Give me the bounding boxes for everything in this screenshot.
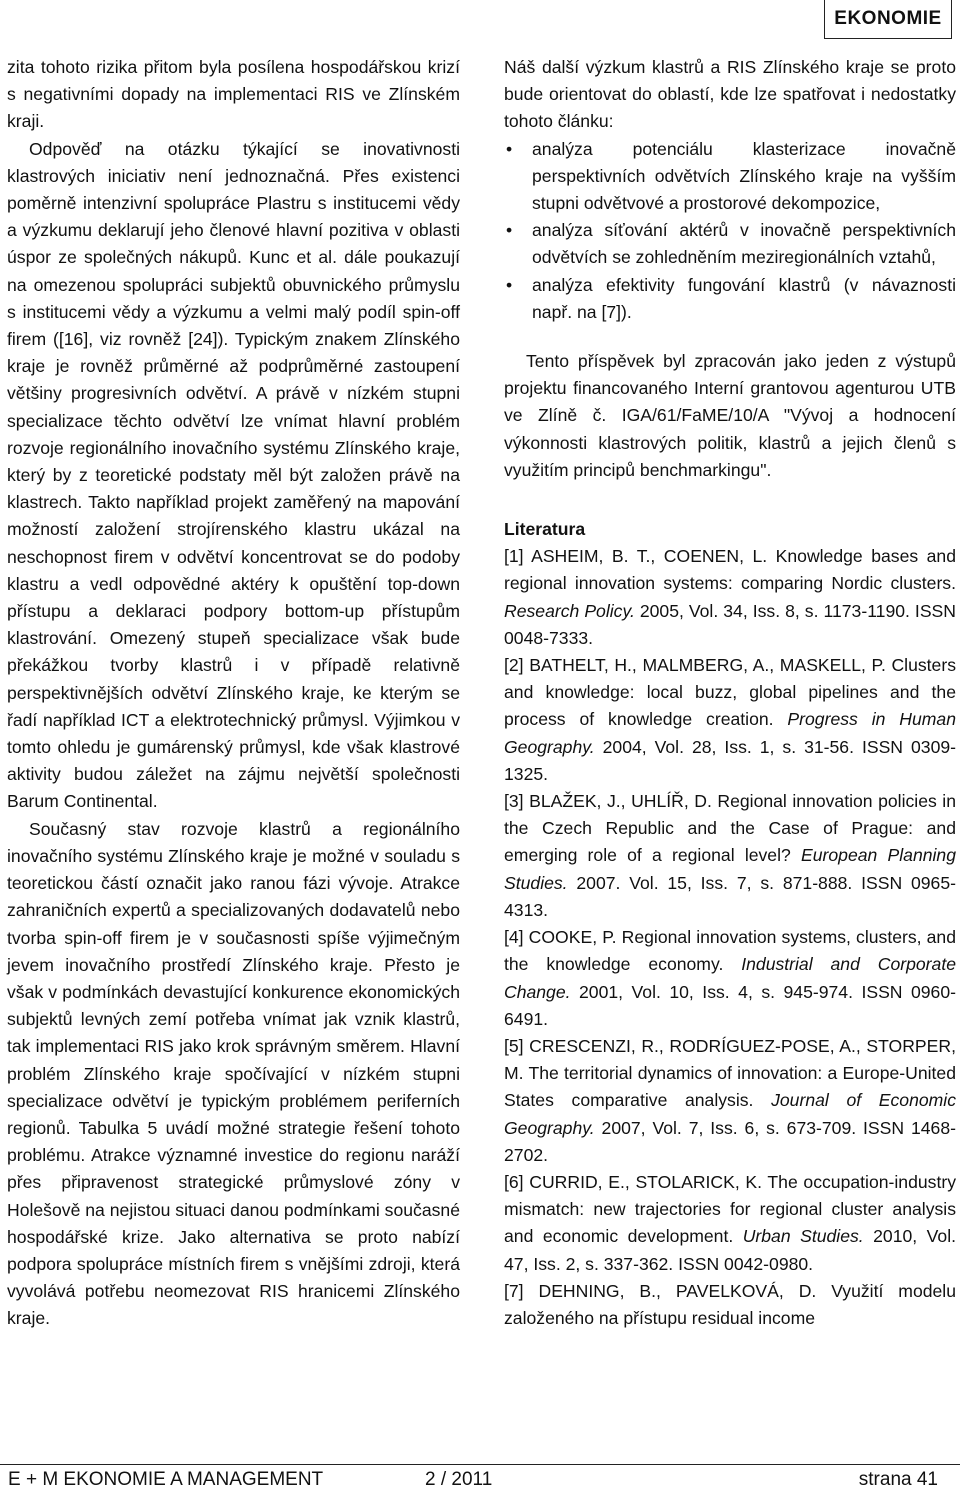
reference-item: [6] CURRID, E., STOLARICK, K. The occupation-industry mismatch: new trajectories for regional cluster analysis and economic development. Urban Studies. 2010, Vol. 47, Iss. 2, s. 337-362. ISSN 0042-0980. [504,1171,956,1274]
list-item [504,136,956,218]
left-column [7,54,460,1333]
reference-item: [1] ASHEIM, B. T., COENEN, L. Knowledge bases and regional innovation systems: comparing Nordic clusters. Research Policy. 2005, Vol. 34, Iss. 8, s. 1173-1190. ISSN 0048-7333. [504,546,956,648]
list-item [504,272,956,326]
section-label: EKONOMIE [824,0,952,39]
acknowledgement: Tento příspěvek byl zpracován jako jeden z výstupů projektu financovaného Interní grantovou agenturou UTB ve Zlíně č. IGA/61/FaME/10/A "Vývoj a hodnocení výkonnosti klastrových politik, klastrů a jejich členů s využitím principů benchmarkingu". [504,351,956,480]
journal-name: E + M EKONOMIE A MANAGEMENT [8,1469,324,1490]
page-footer [0,1464,960,1495]
paragraph: Současný stav rozvoje klastrů a regionálního inovačního systému Zlínského kraje je možné v souladu s teoretickou částí označit jako ranou fázi vývoje. Atrakce zahraničních expertů a specializovaných dodavatelů nebo tvorba spin-off firem je v současnosti spíše výjimečným jevem inovačního prostředí Zlínského kraje. Přesto je však v podmínkách devastující konkurence ekonomických subjektů levných zemí potřeba vnímat jak vznik klastrů, tak implementaci RIS jako krok správným směrem. Hlavní problém Zlínského kraje spočívající v nízkém stupni specializace odvětví je typickým problémem periferních regionů. Tabulka 5 uvádí možné strategie řešení tohoto problému. Atrakce významné investice do regionu naráží přes připravenost strategické průmyslové zóny v Holešově na nejistou situaci danou podmínkami současné hospodářské krize. Jako alternativa se proto nabízí podpora spolupráce místních firem s vnějšími zdroji, která vyvolává potřebu neomezovat RIS hranicemi Zlínského kraje. [7,818,460,1329]
list-item-text: analýza síťování aktérů v inovačně perspektivních odvětvích se zohledněním meziregionálních vztahů, [532,220,956,268]
bullet-icon: • [506,274,513,295]
reference-item: [7] DEHNING, B., PAVELKOVÁ, D. Využití modelu založeného na přístupu residual income [504,1280,956,1328]
list-item [504,217,956,271]
reference-list [504,543,956,1332]
bullet-icon: • [506,138,513,159]
reference-item: [4] COOKE, P. Regional innovation systems, clusters, and the knowledge economy. Industrial and Corporate Change. 2001, Vol. 10, Iss. 4, s. 945-974. ISSN 0960-6491. [504,927,956,1029]
research-bullet-list [504,136,956,326]
issue-number: 2 / 2011 [425,1469,493,1490]
paragraph: Odpověď na otázku týkající se inovativnosti klastrových iniciativ není jednoznačná. Přes existenci poměrně intenzivní spolupráce Plastru s institucemi vědy a výzkumu deklarují jeho členové hlavní pozitiva v oblasti úspor ze společných nákupů. Kunc et al. dále poukazují na omezenou spolupráci subjektů obuvnického průmyslu s institucemi vědy a výzkumu a velmi malý podíl spin-off firem ([16], viz rovněž [24]). Typickým znakem Zlínského kraje je rovněž průměrné až podprůměrné zastoupení většiny progresivních odvětví. A právě v nízkém stupni specializace těchto odvětví lze vnímat hlavní problém rozvoje regionálního inovačního systému Zlínského kraje, který by z teoretické podstaty měl být založen právě na klastrech. Takto například projekt zaměřený na mapování možností založení strojírenského klastru ukázal na neschopnost firem v odvětví koncentrovat se do podoby klastru a vedl odpovědné aktéry k opuštění top-down přístupu a deklaraci podpory bottom-up přístupům klastrování. Omezený stupeň specializace však bude překážkou tvorby klastrů i v případě relativně perspektivnějších odvětví Zlínského kraje, ke kterým se řadí například ICT a elektrotechnický průmysl. Výjimkou v tomto ohledu je gumárenský průmysl, kde však klastrové aktivity budou záležet na zájmu největší společnosti Barum Continental. [7,138,460,812]
literature-heading: Literatura [504,519,586,540]
right-column [504,54,956,1332]
paragraph: zita tohoto rizika přitom byla posílena hospodářskou krizí s negativními dopady na implementaci RIS ve Zlínském kraji. [7,57,460,132]
reference-item: [3] BLAŽEK, J., UHLÍŘ, D. Regional innovation policies in the Czech Republic and the Case of Prague: and emerging role of a regional level? European Planning Studies. 2007. Vol. 15, Iss. 7, s. 871-888. ISSN 0965-4313. [504,791,956,920]
intro-paragraph: Náš další výzkum klastrů a RIS Zlínského kraje se proto bude orientovat do oblastí, kde lze spatřovat i nedostatky tohoto článku: [504,57,956,132]
reference-item: [2] BATHELT, H., MALMBERG, A., MASKELL, P. Clusters and knowledge: local buzz, global pipelines and the process of knowledge creation. Progress in Human Geography. 2004, Vol. 28, Iss. 1, s. 31-56. ISSN 0309-1325. [504,655,956,784]
list-item-text: analýza potenciálu klasterizace inovačně perspektivních odvětvích Zlínského kraje na vyšším stupni odvětvové a prostorové dekompozice, [532,138,956,214]
list-item-text: analýza efektivity fungování klastrů (v návaznosti např. na [7]). [532,274,956,322]
bullet-icon: • [506,220,513,241]
reference-item: [5] CRESCENZI, R., RODRÍGUEZ-POSE, A., STORPER, M. The territorial dynamics of innovation: a Europe-United States comparative analysis. Journal of Economic Geography. 2007, Vol. 7, Iss. 6, s. 673-709. ISSN 1468-2702. [504,1035,957,1165]
page-number: strana 41 [858,1469,938,1490]
